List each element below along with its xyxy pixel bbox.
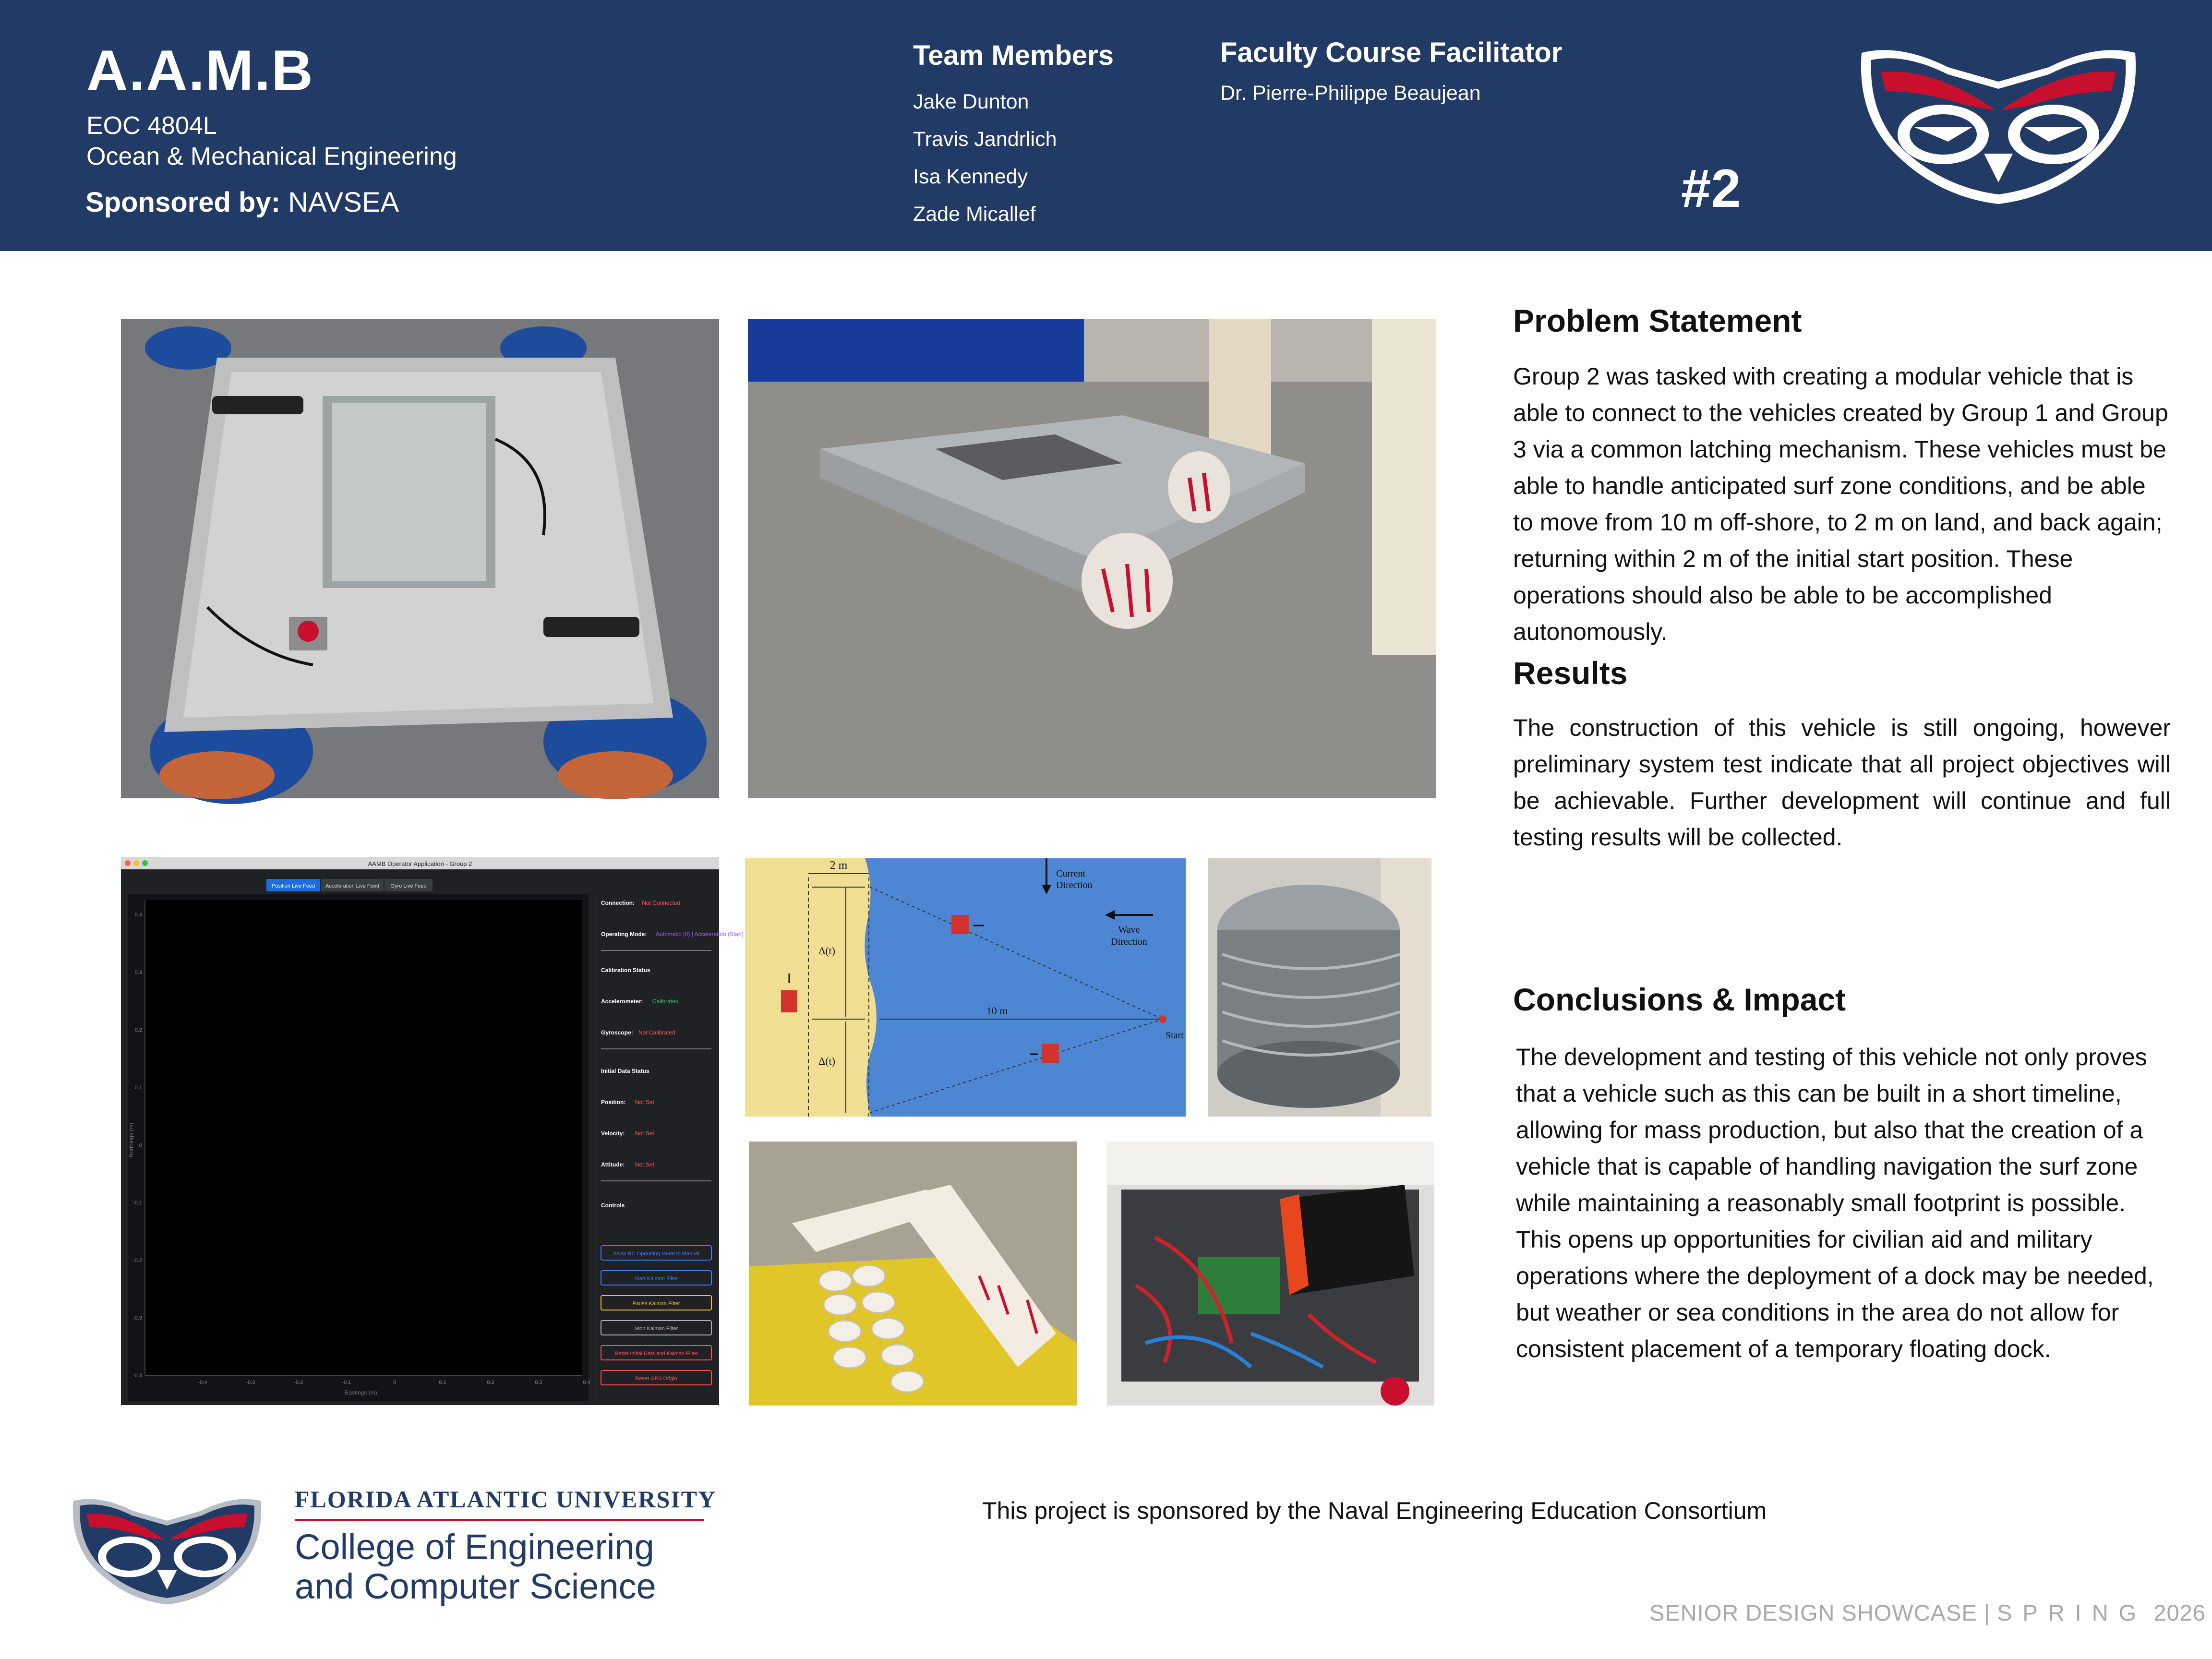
app-status-label: Attitude: <box>601 1161 625 1168</box>
team-member: Isa Kennedy <box>913 165 1028 188</box>
showcase-label <box>1649 1599 2206 1626</box>
conclusions-text: The development and testing of this vehicle not only proves that a vehicle such as this can be built in a short timeline, allowing for mass production, but also that the creation of a vehicle that is capable of handling navigation the surf zone while maintaining a reasonably small footprint is possible. This opens up opportunities for civilian aid and military operations where the deployment of a dock may be needed, but weather or sea conditions in the area do not allow for consistent placement of a temporary floating dock. <box>1516 1044 2154 1362</box>
showcase-year: 2026 <box>2153 1600 2206 1625</box>
faculty-name: Dr. Pierre-Philippe Beaujean <box>1220 82 1481 105</box>
app-status-value: Not Set <box>635 1130 654 1137</box>
app-status-label: Initial Data Status <box>601 1068 649 1074</box>
faculty-heading: Faculty Course Facilitator <box>1220 37 1563 68</box>
college-name-line1: College of Engineering <box>295 1527 654 1567</box>
diagram-current-label-2: Direction <box>1056 880 1093 890</box>
foam-pads-photo <box>749 1142 1077 1406</box>
sponsor-name: NAVSEA <box>288 187 399 218</box>
diagram-start-label: Start <box>1166 1030 1184 1041</box>
team-member: Zade Micallef <box>913 203 1036 226</box>
app-y-tick: 0.3 <box>134 970 142 975</box>
university-rule <box>295 1519 704 1521</box>
diagram-delta-lower: Δ(t) <box>818 1055 835 1067</box>
app-y-tick: 0.2 <box>134 1027 142 1033</box>
app-status-value: Not Connected <box>642 900 681 906</box>
app-x-axis-label: Eastings (m) <box>345 1389 377 1396</box>
app-x-tick: 0.2 <box>487 1380 494 1385</box>
app-y-tick: -0.1 <box>133 1200 142 1206</box>
group-number: #2 <box>1681 158 1741 218</box>
university-name: FLORIDA ATLANTIC UNIVERSITY <box>295 1486 717 1513</box>
department: Ocean & Mechanical Engineering <box>86 143 457 170</box>
app-status-label: Accelerometer: <box>601 998 643 1005</box>
fau-owl-logo <box>65 1491 269 1606</box>
app-status-value: Not Set <box>635 1161 654 1168</box>
app-status-value: Calibrated <box>652 998 679 1005</box>
app-x-tick: 0.3 <box>535 1380 542 1385</box>
app-x-tick: 0 <box>393 1380 397 1385</box>
team-member: Jake Dunton <box>913 90 1029 113</box>
app-status-label: Position: <box>601 1099 626 1106</box>
app-window-title: AAMB Operator Application - Group 2 <box>368 860 472 867</box>
app-y-axis-label: Northings (m) <box>128 1122 134 1158</box>
problem-text: Group 2 was tasked with creating a modular vehicle that is able to connect to the vehicles created by Group 1 and Group 3 via a common latching mechanism. These vehicles must be able to handle anticipated surf zone conditions, and be able to move from 10 m off-shore, to 2 m on land, and back again; returning within 2 m of the initial start position. These operations should also be able to be accomplished autonomously. <box>1513 363 2168 645</box>
app-x-tick: 0.4 <box>583 1380 590 1385</box>
results-text: The construction of this vehicle is still ongoing, however preliminary system test indicate that all project objectives will be achievable. Further development will continue and full testing results will be collected. <box>1513 714 2171 851</box>
mission-path-diagram <box>745 858 1186 1117</box>
app-status-label: Controls <box>601 1202 625 1209</box>
app-y-tick: -0.2 <box>133 1258 142 1263</box>
showcase-title: SENIOR DESIGN SHOWCASE | <box>1649 1600 1990 1625</box>
problem-heading: Problem Statement <box>1513 303 1802 338</box>
tab-gyro: Gyro Live Feed <box>390 883 427 889</box>
app-control-button-label: Reset GPS Origin <box>635 1376 677 1382</box>
conclusions-heading: Conclusions & Impact <box>1513 982 1846 1017</box>
foam-cylinder-photo <box>1208 858 1431 1117</box>
app-status-label: Connection: <box>601 900 635 906</box>
sponsor-note: This project is sponsored by the Naval Engineering Education Consortium <box>982 1497 1767 1524</box>
diagram-delta-upper: Δ(t) <box>818 945 835 957</box>
team-heading: Team Members <box>913 40 1114 71</box>
app-x-tick: 0.1 <box>439 1380 446 1385</box>
tab-position: Position Live Feed <box>271 883 315 889</box>
app-status-label: Gyroscope: <box>601 1029 633 1036</box>
results-heading: Results <box>1513 655 1628 691</box>
app-y-tick: 0.4 <box>134 912 142 918</box>
app-status-value: Not Calibrated <box>638 1029 675 1036</box>
diagram-offshore-distance: 10 m <box>986 1005 1008 1017</box>
app-status-value: Not Set <box>635 1099 654 1106</box>
app-status-label: Calibration Status <box>601 967 650 974</box>
app-y-tick: 0 <box>139 1142 142 1148</box>
electronics-box-photo <box>1107 1142 1434 1406</box>
app-status-label: Velocity: <box>601 1130 625 1137</box>
vehicle-top-view-photo <box>121 319 719 798</box>
app-status-label: Operating Mode: <box>601 931 647 938</box>
app-x-tick: -0.4 <box>198 1380 207 1385</box>
owl-logo <box>1852 38 2145 206</box>
app-control-button-label: Start Kalman Filter <box>634 1276 678 1282</box>
project-title: A.A.M.B <box>86 38 314 103</box>
diagram-land-distance: 2 m <box>830 859 848 872</box>
diagram-wave-label-1: Wave <box>1118 925 1140 935</box>
course-code: EOC 4804L <box>86 112 217 140</box>
vehicle-side-view-photo <box>748 319 1436 798</box>
tab-acceleration: Acceleration Live Feed <box>325 883 379 889</box>
team-member: Travis Jandrlich <box>913 128 1057 151</box>
sponsor-line <box>85 186 399 218</box>
sponsor-label: Sponsored by: <box>85 187 281 218</box>
header-band <box>0 0 2212 251</box>
app-y-tick: -0.3 <box>133 1315 142 1321</box>
operator-app-screenshot <box>121 857 744 1405</box>
app-status-value: Automatic (0) | Acceleration (Start) <box>656 931 744 938</box>
app-control-button-label: Stop Kalman Filter <box>634 1326 678 1332</box>
app-y-tick: -0.4 <box>133 1373 142 1379</box>
app-x-tick: -0.2 <box>294 1380 303 1385</box>
app-control-button-label: Pause Kalman Filter <box>632 1301 680 1307</box>
app-x-tick: -0.1 <box>342 1380 351 1385</box>
app-x-tick: -0.3 <box>246 1380 255 1385</box>
app-y-tick: 0.1 <box>134 1085 142 1091</box>
app-control-button-label: Reset Initial Data and Kalman Filter <box>614 1351 698 1357</box>
showcase-term: SPRING <box>1997 1600 2147 1625</box>
diagram-wave-label-2: Direction <box>1111 937 1147 947</box>
app-control-button-label: Swap RC Operating Mode to Manual <box>613 1251 699 1257</box>
diagram-current-label-1: Current <box>1056 868 1086 879</box>
college-name-line2: and Computer Science <box>295 1566 656 1606</box>
